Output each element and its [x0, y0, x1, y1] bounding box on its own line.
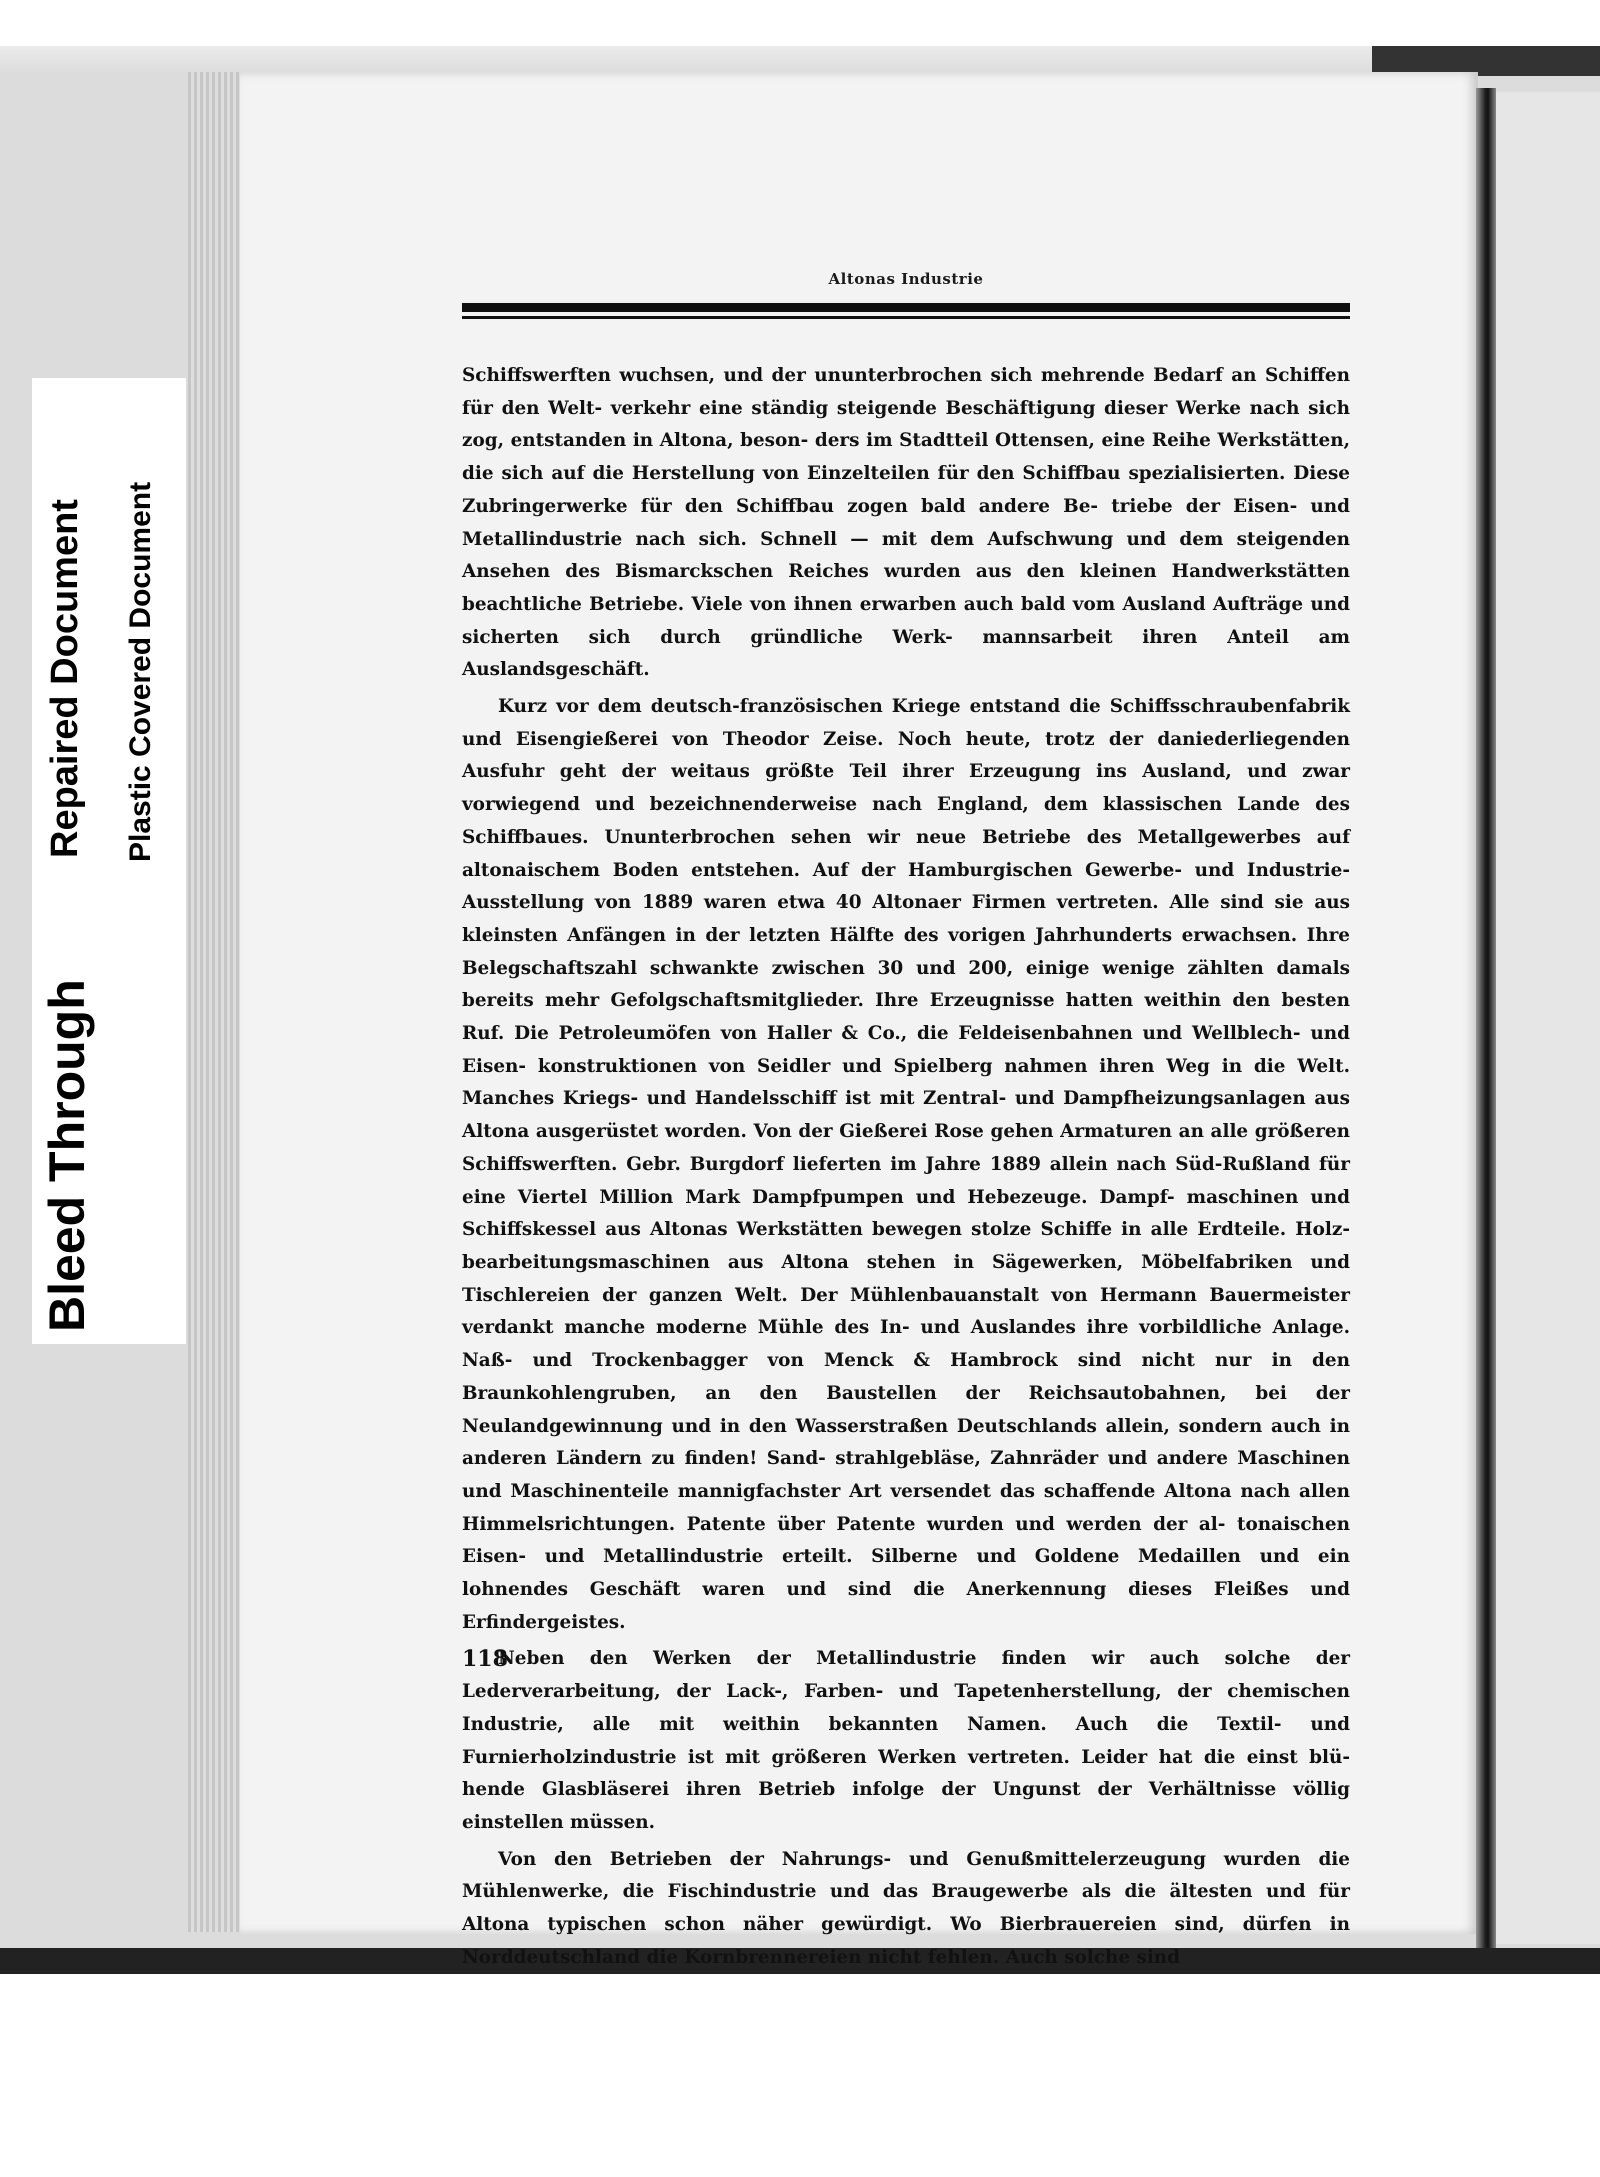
page-number: 118 [462, 1646, 508, 1672]
scan-top-shade [0, 46, 1600, 74]
paragraph: Kurz vor dem deutsch-französischen Kriege entstand die Schiffsschraubenfabrik und Eisengießerei von Theodor Zeise. Noch heute, trotz der daniederliegenden Ausfuhr geht der weitaus größte Teil ihrer Erzeugung ins Ausland, und zwar vorwiegend und bezeichnenderweise nach England, dem klassischen Lande des Schiffbaues. Ununterbrochen sehen wir neue Betriebe des Metallgewerbes auf altonaischem Boden entstehen. Auf der Hamburgischen Gewerbe- und Industrie-Ausstellung von 1889 waren etwa 40 Altonaer Firmen vertreten. Alle sind sie aus kleinsten Anfängen in der letzten Hälfte des vorigen Jahrhunderts erwachsen. Ihre Belegschaftszahl schwankte zwischen 30 und 200, einige wenige zählten damals bereits mehr Gefolgschaftsmitglieder. Ihre Erzeugnisse hatten weithin den besten Ruf. Die Petroleumöfen von Haller & Co., die Feldeisenbahnen und Wellblech- und Eisen- konstruktionen von Seidler und Spielberg nahmen ihren Weg in die Welt. Manches Kriegs- und Handelsschiff ist mit Zentral- und Dampfheizungsanlagen aus Altona ausgerüstet worden. Von der Gießerei Rose gehen Armaturen an alle größeren Schiffswerften. Gebr. Burgdorf lieferten im Jahre 1889 allein nach Süd-Rußland für eine Viertel Million Mark Dampfpumpen und Hebezeuge. Dampf- maschinen und Schiffskessel aus Altonas Werkstätten bewegen stolze Schiffe in alle Erdteile. Holz- bearbeitungsmaschinen aus Altona stehen in Sägewerken, Möbelfabriken und Tischlereien der ganzen Welt. Der Mühlenbauanstalt von Hermann Bauermeister verdankt manche moderne Mühle des In- und Auslandes ihre vorbildliche Anlage. Naß- und Trockenbagger von Menck & Hambrock sind nicht nur in den Braunkohlengruben, an den Baustellen der Reichsautobahnen, bei der Neulandgewinnung und in den Wasserstraßen Deutschlands allein, sondern auch in anderen Ländern zu finden! Sand- strahlgebläse, Zahnräder und andere Maschinen und Maschinenteile mannigfachster Art versendet das schaffende Altona nach allen Himmelsrichtungen. Patente über Patente wurden und werden der al- tonaischen Eisen- und Metallindustrie erteilt. Silberne und Goldene Medaillen und ein lohnendes Geschäft waren und sind die Anerkennung dieses Fleißes und Erfindergeistes. [462, 696, 1350, 1633]
repaired-document-label: Repaired Document [44, 499, 86, 858]
paragraph: Von den Betrieben der Nahrungs- und Genußmittelerzeugung wurden die Mühlenwerke, die Fischindustrie und das Braugewerbe als die ältesten und für Altona typischen schon näher gewürdigt. Wo Bierbrauereien sind, dürfen in Norddeutschland die Kornbrennereien nicht fehlen. Auch solche sind [462, 1848, 1350, 1968]
header-rule-thick [462, 303, 1350, 312]
page-stack-edge [188, 72, 242, 1932]
bleed-through-label: Bleed Through [39, 979, 95, 1332]
header-rule-thin [462, 316, 1350, 319]
facing-page-edge [1490, 92, 1600, 1944]
paragraph: Schiffswerften wuchsen, und der ununterbrochen sich mehrende Bedarf an Schiffen für den Welt- verkehr eine ständig steigende Beschäftigung dieser Werke nach sich zog, entstanden in Altona, beson- ders im Stadtteil Ottensen, eine Reihe Werkstätten, die sich auf die Herstellung von Einzelteilen für den Schiffbau spezialisierten. Diese Zubringerwerke für den Schiffbau zogen bald andere Be- triebe der Eisen- und Metallindustrie nach sich. Schnell — mit dem Aufschwung und dem steigenden Ansehen des Bismarckschen Reiches wurden aus den kleinen Handwerkstätten beachtliche Betriebe. Viele von ihnen erwarben auch bald vom Ausland Aufträge und sicherten sich durch gründliche Werk- mannsarbeit ihren Anteil am Auslandsgeschäft. [462, 365, 1350, 681]
plastic-covered-document-label: Plastic Covered Document [124, 481, 157, 862]
body-text [462, 360, 1350, 1978]
paragraph: Neben den Werken der Metallindustrie finden wir auch solche der Lederverarbeitung, der Lack-, Farben- und Tapetenherstellung, der chemischen Industrie, alle mit weithin bekannten Namen. Auch die Textil- und Furnierholzindustrie ist mit größeren Werken vertreten. Leider hat die einst blü- hende Glasbläserei ihren Betrieb infolge der Ungunst der Verhältnisse völlig einstellen müssen. [462, 1648, 1350, 1833]
book-spine [1476, 88, 1496, 1948]
running-head: Altonas Industrie [828, 270, 984, 288]
